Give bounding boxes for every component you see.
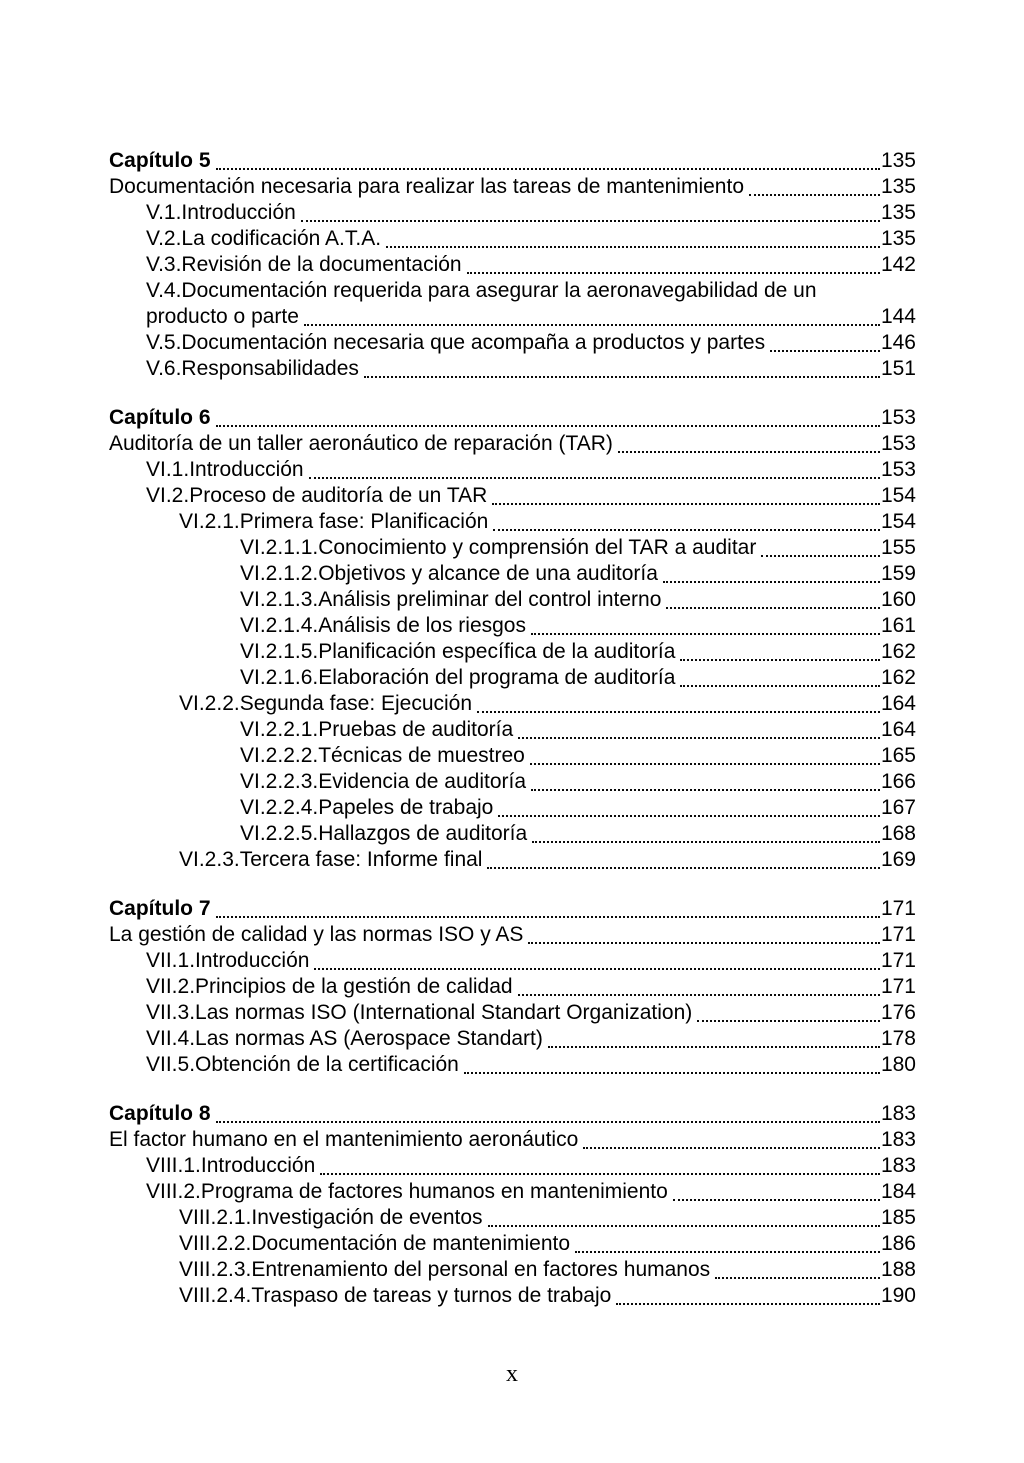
toc-entry-text: VI.2.1.5.Planificación específica de la auditoría: [240, 640, 676, 663]
toc-chapter-title: Capítulo 6: [109, 406, 211, 429]
toc-entry-text: Auditoría de un taller aeronáutico de reparación (TAR): [109, 432, 613, 455]
dot-leader: [487, 867, 879, 869]
dot-leader: [518, 994, 880, 996]
dot-leader: [663, 581, 880, 583]
toc-entry-text: VII.5.Obtención de la certificación: [146, 1053, 459, 1076]
toc-entry-row: [109, 743, 916, 769]
dot-leader: [309, 477, 880, 479]
toc-entry-text: VI.2.1.2.Objetivos y alcance de una auditoría: [240, 562, 658, 585]
toc-entry-text: VIII.2.2.Documentación de mantenimiento: [179, 1232, 571, 1255]
toc-page-number: 165: [880, 744, 916, 767]
dot-leader: [531, 789, 880, 791]
toc-page-number: 183: [880, 1102, 916, 1125]
toc-page-number: 186: [880, 1232, 916, 1255]
toc-entry-text: VIII.2.1.Investigación de eventos: [179, 1206, 483, 1229]
toc-chapter-row: [109, 896, 916, 922]
dot-leader: [467, 272, 880, 274]
toc-entry-row: [109, 1179, 916, 1205]
toc-entry-row: [109, 252, 916, 278]
dot-leader: [583, 1147, 880, 1149]
toc-page-number: 162: [880, 640, 916, 663]
toc-page-number: 151: [880, 357, 916, 380]
toc-page-number: 135: [880, 149, 916, 172]
toc-page-number: 168: [880, 822, 916, 845]
toc-entry-row: [109, 613, 916, 639]
dot-leader: [320, 1173, 880, 1175]
dot-leader: [697, 1020, 880, 1022]
toc-entry-row: [109, 948, 916, 974]
toc-page-number: 171: [880, 975, 916, 998]
toc-page-number: 164: [880, 692, 916, 715]
toc-entry-row: [109, 587, 916, 613]
toc-entry-text: VII.4.Las normas AS (Aerospace Standart): [146, 1027, 543, 1050]
toc-entry-row: [109, 717, 916, 743]
dot-leader: [477, 711, 880, 713]
toc-entry-row: [109, 1000, 916, 1026]
toc-entry-row: [109, 535, 916, 561]
toc-entry-text: VI.2.2.4.Papeles de trabajo: [240, 796, 494, 819]
toc-page-number: 190: [880, 1284, 916, 1307]
toc-chapter-row: [109, 1101, 916, 1127]
dot-leader: [715, 1277, 880, 1279]
toc-page-number: 135: [880, 227, 916, 250]
dot-leader: [498, 815, 880, 817]
toc-page-number: 185: [880, 1206, 916, 1229]
toc-entry-text: VI.1.Introducción: [146, 458, 304, 481]
toc-page-number: 167: [880, 796, 916, 819]
toc-entry-row: [109, 1205, 916, 1231]
toc-chapter-row: [109, 148, 916, 174]
toc-entry-row: [109, 356, 916, 382]
toc-page-number: 166: [880, 770, 916, 793]
toc-entry-text: VI.2.3.Tercera fase: Informe final: [179, 848, 483, 871]
dot-leader: [314, 968, 880, 970]
toc-entry-row: [109, 847, 916, 873]
toc-page-number: 154: [880, 510, 916, 533]
dot-leader: [528, 942, 880, 944]
toc-page-number: 135: [880, 201, 916, 224]
toc-section: [109, 405, 916, 873]
toc-page-number: 160: [880, 588, 916, 611]
toc-entry-row: [109, 304, 916, 330]
toc-entry-text: VIII.2.3.Entrenamiento del personal en factores humanos: [179, 1258, 711, 1281]
toc-page-number: 183: [880, 1154, 916, 1177]
dot-leader: [386, 246, 880, 248]
toc-page-number: 159: [880, 562, 916, 585]
toc-entry-text: VI.2.1.1.Conocimiento y comprensión del TAR a auditar: [240, 536, 757, 559]
page-footer-number: x: [506, 1361, 518, 1387]
toc-entry-row: [109, 174, 916, 200]
toc-entry-row: [109, 457, 916, 483]
dot-leader: [518, 737, 880, 739]
toc-entry-row: [109, 974, 916, 1000]
toc-chapter-title: Capítulo 7: [109, 897, 211, 920]
toc-entry-text: VI.2.Proceso de auditoría de un TAR: [146, 484, 488, 507]
toc-entry-text: VI.2.2.2.Técnicas de muestreo: [240, 744, 525, 767]
toc-entry-text: producto o parte: [146, 305, 299, 328]
dot-leader: [616, 1303, 880, 1305]
toc-entry-row: [109, 1257, 916, 1283]
toc-entry-row: [109, 1153, 916, 1179]
table-of-contents: [109, 148, 916, 1309]
toc-page-number: 154: [880, 484, 916, 507]
toc-entry-text: V.3.Revisión de la documentación: [146, 253, 462, 276]
dot-leader: [749, 194, 880, 196]
toc-entry-text: V.6.Responsabilidades: [146, 357, 359, 380]
toc-entry-row: [109, 1026, 916, 1052]
toc-entry-row: [109, 509, 916, 535]
dot-leader: [761, 555, 880, 557]
toc-section: [109, 1101, 916, 1309]
dot-leader: [216, 916, 880, 918]
toc-page-number: 161: [880, 614, 916, 637]
toc-page-number: 135: [880, 175, 916, 198]
dot-leader: [673, 1199, 880, 1201]
toc-page-number: 171: [880, 923, 916, 946]
dot-leader: [464, 1072, 880, 1074]
toc-entry-row: [109, 769, 916, 795]
toc-page-number: 153: [880, 432, 916, 455]
toc-chapter-title: Capítulo 5: [109, 149, 211, 172]
dot-leader: [301, 220, 880, 222]
toc-entry-text: V.4.Documentación requerida para asegurar la aeronavegabilidad de un: [146, 279, 817, 302]
toc-page-number: 171: [880, 897, 916, 920]
toc-entry-text: V.2.La codificación A.T.A.: [146, 227, 382, 250]
toc-page-number: 180: [880, 1053, 916, 1076]
toc-entry-text: VIII.2.4.Traspaso de tareas y turnos de trabajo: [179, 1284, 612, 1307]
toc-entry-text: VI.2.1.Primera fase: Planificación: [179, 510, 489, 533]
toc-entry-row: [109, 1052, 916, 1078]
toc-entry-row: [109, 431, 916, 457]
toc-entry-text: VI.2.1.4.Análisis de los riesgos: [240, 614, 526, 637]
toc-entry-text: Documentación necesaria para realizar las tareas de mantenimiento: [109, 175, 745, 198]
dot-leader: [531, 633, 880, 635]
toc-entry-row: [109, 665, 916, 691]
toc-entry-row: [109, 922, 916, 948]
toc-entry-row: [109, 795, 916, 821]
toc-entry-text: La gestión de calidad y las normas ISO y AS: [109, 923, 524, 946]
dot-leader: [680, 685, 880, 687]
toc-entry-text: VII.2.Principios de la gestión de calidad: [146, 975, 513, 998]
toc-page-number: 144: [880, 305, 916, 328]
toc-entry-text: VI.2.2.Segunda fase: Ejecución: [179, 692, 473, 715]
dot-leader: [575, 1251, 880, 1253]
dot-leader: [666, 607, 880, 609]
toc-entry-text: VI.2.1.6.Elaboración del programa de auditoría: [240, 666, 676, 689]
toc-page-number: 142: [880, 253, 916, 276]
toc-entry-text: VII.1.Introducción: [146, 949, 310, 972]
dot-leader: [304, 324, 880, 326]
toc-page-number: 153: [880, 458, 916, 481]
toc-entry-row: [109, 483, 916, 509]
toc-entry-row: [109, 691, 916, 717]
toc-entry-row: [109, 200, 916, 226]
toc-entry-text: El factor humano en el mantenimiento aeronáutico: [109, 1128, 579, 1151]
toc-chapter-title: Capítulo 8: [109, 1102, 211, 1125]
toc-entry-text: VI.2.2.1.Pruebas de auditoría: [240, 718, 514, 741]
dot-leader: [530, 763, 880, 765]
toc-page-number: 176: [880, 1001, 916, 1024]
dot-leader: [618, 451, 880, 453]
dot-leader: [216, 425, 880, 427]
toc-entry-text: VI.2.1.3.Análisis preliminar del control interno: [240, 588, 662, 611]
toc-page-number: 162: [880, 666, 916, 689]
toc-entry-text: V.5.Documentación necesaria que acompaña a productos y partes: [146, 331, 766, 354]
toc-entry-row: [109, 821, 916, 847]
toc-entry-row: [109, 561, 916, 587]
toc-entry-row: [109, 226, 916, 252]
dot-leader: [364, 376, 880, 378]
toc-entry-row: [109, 1231, 916, 1257]
toc-page-number: 146: [880, 331, 916, 354]
toc-page-number: 178: [880, 1027, 916, 1050]
toc-entry-row: [109, 1283, 916, 1309]
dot-leader: [532, 841, 880, 843]
dot-leader: [488, 1225, 880, 1227]
toc-page-number: 184: [880, 1180, 916, 1203]
toc-entry-text: VIII.1.Introducción: [146, 1154, 316, 1177]
toc-page-number: 153: [880, 406, 916, 429]
toc-page-number: 171: [880, 949, 916, 972]
toc-entry-text: VIII.2.Programa de factores humanos en mantenimiento: [146, 1180, 668, 1203]
toc-entry-row: [109, 278, 916, 304]
dot-leader: [493, 529, 880, 531]
toc-entry-row: [109, 330, 916, 356]
toc-entry-row: [109, 639, 916, 665]
toc-chapter-row: [109, 405, 916, 431]
toc-section: [109, 896, 916, 1078]
toc-entry-text: VI.2.2.5.Hallazgos de auditoría: [240, 822, 528, 845]
toc-entry-text: VI.2.2.3.Evidencia de auditoría: [240, 770, 527, 793]
dot-leader: [548, 1046, 880, 1048]
toc-page-number: 169: [880, 848, 916, 871]
toc-page-number: 183: [880, 1128, 916, 1151]
toc-entry-text: VII.3.Las normas ISO (International Standart Organization): [146, 1001, 693, 1024]
dot-leader: [770, 350, 880, 352]
toc-page-number: 164: [880, 718, 916, 741]
toc-page-number: 188: [880, 1258, 916, 1281]
toc-section: [109, 148, 916, 382]
dot-leader: [492, 503, 880, 505]
toc-page-number: 155: [880, 536, 916, 559]
dot-leader: [680, 659, 880, 661]
dot-leader: [216, 1121, 880, 1123]
toc-entry-text: V.1.Introducción: [146, 201, 296, 224]
toc-entry-row: [109, 1127, 916, 1153]
dot-leader: [216, 168, 880, 170]
